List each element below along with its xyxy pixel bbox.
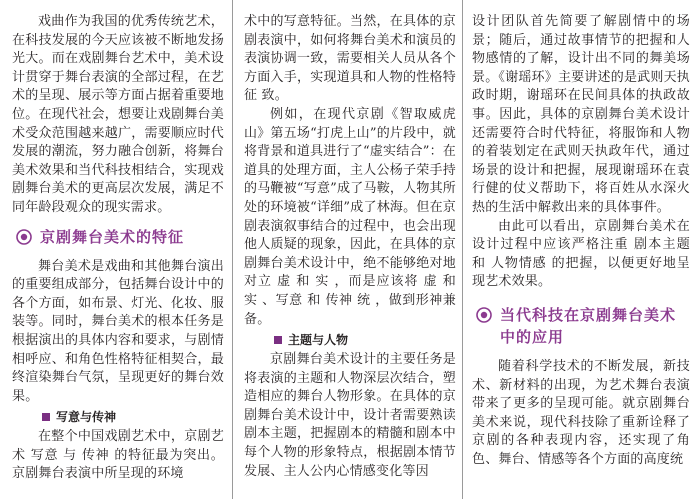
body-paragraph-continued: 术中的写意特征。当然，在具体的京剧表演中，如何将舞台美术和演员的表演协调一致，需要相关人员从各个方面入手，实现道具和人物的性格特征 致。 <box>244 14 456 104</box>
body-paragraph: 例如，在现代京剧《智取威虎山》第五场“打虎上山”的片段中，就将背景和道具进行了“虚实结合”：在道具的处理方面，主人公杨子荣手持的马鞭被“写意”成了马鞍，人物其所处的环境被“详细”成了林海。但在京剧表演叙事结合的过程中，也会出现他人质疑的现象，因此，在具体的京剧舞台美术设计中，绝不能够绝对地对立 虚 和 实 ，而是应该将 虚 和 实 、写意 和 传神 统 ，做到形神兼备。 <box>244 106 456 327</box>
body-paragraph: 由此可以看出，京剧舞台美术在设计过程中应该严格注重 剧本主题 和 人物情感 的把握，以便更好地呈现艺术效果。 <box>472 218 690 290</box>
body-paragraph-continued: 设计团队首先简要了解剧情中的场景；随后，通过故事情节的把握和人物感情的了解，设计出不同的舞美场景。《谢瑶环》主要讲述的是武则天执政时期，谢瑶环在民间具体的执政故事。因此，具体的京剧舞台美术设计还需要符合时代特征，将服饰和人物的着装划定在武则天执政年代，通过场景的设计和把握，展现谢瑶环在袁行健的仗义帮助下，将百姓从水深火热的生活中解救出来的具体事件。 <box>472 14 690 215</box>
body-paragraph: 在整个中国戏剧艺术中，京剧艺术 写意 与 传神 的特征最为突出。京剧舞台表演中所呈现的环境 <box>12 429 224 482</box>
text-column-1 <box>12 0 224 499</box>
column-divider <box>232 0 233 499</box>
body-paragraph: 京剧舞台美术设计的主要任务是将表演的主题和人物深层次结合，塑造相应的舞台人物形象。在具体的京剧舞台美术设计中，设计者需要熟读剧本主题，把握剧本的精髓和剧本中每个人物的形象特点，根据剧本情节发展、主人公内心情感变化等因 <box>244 352 456 479</box>
purple-square-icon <box>274 336 282 344</box>
subsection-heading <box>274 331 456 349</box>
purple-square-icon <box>42 413 50 421</box>
purple-circle-dot-icon <box>16 229 32 245</box>
section-title: 京剧舞台美术的特征 <box>40 227 185 246</box>
section-heading-features <box>12 226 224 248</box>
body-paragraph: 随着科学技术的不断发展，新技术、新材料的出现，为艺术舞台表演带来了更多的呈现可能。就京剧舞台美术来说，现代科技除了重新诠释了京剧的各种表现内容，还实现了角色、舞台、情感等各个方面的高度统 <box>472 358 690 467</box>
text-column-2 <box>244 0 456 499</box>
purple-circle-dot-icon <box>476 307 492 323</box>
section-heading-technology <box>472 304 690 348</box>
subsection-title: 写意与传神 <box>56 410 117 425</box>
text-column-3 <box>472 0 690 499</box>
subsection-heading <box>42 408 224 426</box>
intro-paragraph: 戏曲作为我国的优秀传统艺术，在科技发展的今天应该被不断地发扬光大。而在戏剧舞台艺术中，美术设计贯穿于舞台表演的全部过程，在艺术的呈现、展示等方面占据着重要地位。在现代社会，想要让戏剧舞台美术受众范围越来越广，需要顺应时代发展的潮流，努力融合创新，将舞台美术效果和当代科技相结合，实现戏剧舞台美术的更高层次发展，满足不同年龄段观众的现实需求。 <box>12 14 224 215</box>
section-title: 当代科技在京剧舞台美术中的应用 <box>500 305 677 346</box>
subsection-title: 主题与人物 <box>288 333 349 348</box>
body-paragraph: 舞台美术是戏曲和其他舞台演出的重要组成部分，包括舞台设计中的各个方面，如布景、灯光、化妆、服装等。同时，舞台美术的根本任务是根据演出的具体内容和要求，与剧情相呼应、和角色性格特征相契合，最终渲染舞台气氛，呈现更好的舞台效果。 <box>12 258 224 404</box>
column-divider <box>462 0 463 499</box>
